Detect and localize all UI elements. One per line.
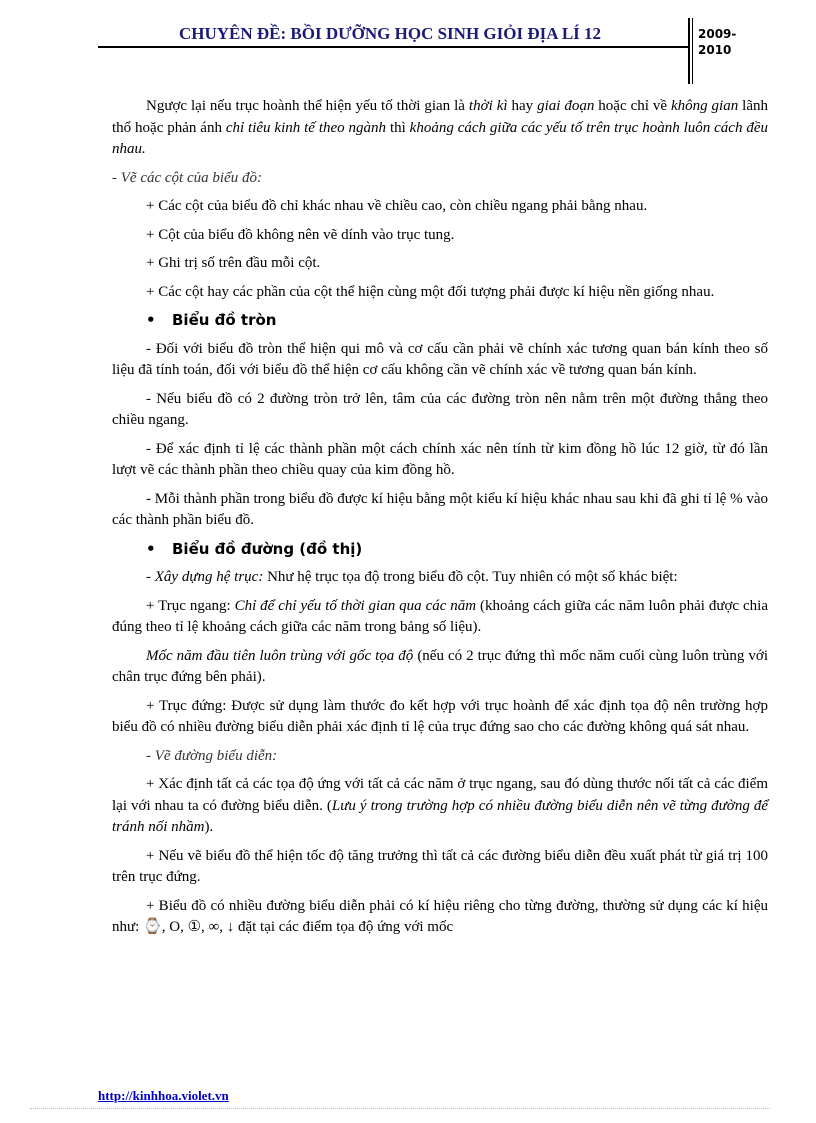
header-year-line1: 2009- <box>698 27 737 41</box>
text-italic: chỉ tiêu kinh tế theo ngành <box>225 119 387 136</box>
first-year-paragraph <box>112 646 768 689</box>
text: hoặc chỉ về <box>594 98 671 114</box>
line-chart-heading <box>112 539 768 561</box>
draw-rule-3 <box>112 896 768 939</box>
text: lãnh thổ hoặc phản ánh <box>112 98 768 136</box>
pie-rule-1: - Đối với biểu đồ tròn thể hiện qui mô và cơ cấu cần phải vẽ chính xác tương quan bán kính theo số liệu đã tính toán, đối với biểu đồ thể hiện cơ cấu không cần vẽ chính xác về tương quan bán kính. <box>112 340 768 378</box>
text: + Trục ngang: <box>146 597 235 614</box>
axes-paragraph <box>112 567 768 589</box>
text: hay <box>507 98 538 114</box>
column-rule-3: + Ghi trị số trên đầu mỗi cột. <box>146 255 321 271</box>
text: Ngược lại nếu trục hoành thể hiện yếu tố thời gian là <box>146 98 469 114</box>
pie-rule-3: - Để xác định tỉ lệ các thành phần một cách chính xác nên tính từ kim đồng hồ lúc 12 giờ, từ đó lần lượt vẽ các thành phần theo chiều quay của kim đồng hồ. <box>112 440 768 478</box>
symbols-text: ⌚, O, ①, ∞, ↓ <box>143 919 235 935</box>
column-rule-4: + Các cột hay các phần của cột thể hiện cùng một đối tượng phải được kí hiệu nền giống nhau. <box>146 283 715 300</box>
header-title: CHUYÊN ĐỀ: BỒI DƯỠNG HỌC SINH GIỎI ĐỊA LÍ 12 <box>178 24 602 43</box>
text: Như hệ trục tọa độ trong biểu đồ cột. Tuy nhiên có một số khác biệt: <box>263 569 678 585</box>
header-divider <box>688 18 690 84</box>
text: + Xác định tất cả các tọa độ ứng với tất cả các năm ở trục ngang, sau đó dùng thước nối tất cả các điểm lại với nhau ta có đường biểu diễn. ( <box>112 776 768 814</box>
column-rule-2: + Cột của biểu đồ không nên vẽ dính vào trục tung. <box>146 226 455 243</box>
pie-rule-4: - Mỗi thành phần trong biểu đồ được kí hiệu bằng một kiểu kí hiệu khác nhau sau khi đã ghi tỉ lệ % vào các thành phần biểu đồ. <box>112 490 768 528</box>
heading-text: Biểu đồ đường (đồ thị) <box>172 539 363 558</box>
column-rule-1: + Các cột của biểu đồ chỉ khác nhau về chiều cao, còn chiều ngang phải bằng nhau. <box>146 198 648 214</box>
text: đặt tại các điểm tọa độ ứng với mốc <box>234 919 454 935</box>
columns-label: - Vẽ các cột của biểu đồ: <box>112 169 262 186</box>
text: (nếu có 2 trục đứng thì mốc năm cuối cùng luôn trùng với chân trục đứng bên phải). <box>112 647 768 685</box>
footer-link[interactable]: http://kinhhoa.violet.vn <box>98 1088 229 1103</box>
text-italic: không gian <box>670 98 739 114</box>
text: ). <box>204 819 214 835</box>
text: + Biểu đồ có nhiều đường biểu diễn phải có kí hiệu riêng cho từng đường, thường sử dụng các kí hiệu như: <box>112 897 768 935</box>
bullet-icon: • <box>146 539 156 558</box>
header-rule <box>98 46 688 48</box>
document-body <box>112 96 768 946</box>
text-italic: Chỉ để chỉ yếu tố thời gian qua các năm <box>234 597 477 614</box>
text: thì <box>386 119 410 136</box>
header-year-line2: 2010 <box>698 43 732 57</box>
header-divider-inner <box>692 18 693 84</box>
heading-text: Biểu đồ tròn <box>172 311 277 329</box>
text-italic: giai đoạn <box>537 98 595 114</box>
draw-label: - Vẽ đường biểu diễn: <box>146 747 278 764</box>
paragraph-horizontal-axis <box>112 96 768 161</box>
text-italic: Mốc năm đầu tiên luôn trùng với gốc tọa độ <box>146 647 414 664</box>
horizontal-axis-paragraph <box>112 596 768 639</box>
bullet-icon: • <box>146 311 156 329</box>
text-italic: Lưu ý trong trường hợp có nhiều đường biểu diễn nên vẽ từng đường để tránh nối nhầm <box>112 797 768 835</box>
text-italic: - Xây dựng hệ trục: <box>146 569 264 585</box>
text-italic: thời kì <box>468 98 508 114</box>
text-italic: khoảng cách giữa các yếu tố trên trục hoành luôn cách đều nhau. <box>112 119 768 157</box>
pie-rule-2: - Nếu biểu đồ có 2 đường tròn trở lên, tâm của các đường tròn nên nằm trên một đường thẳng theo chiều ngang. <box>112 390 768 428</box>
footer-divider <box>30 1108 770 1109</box>
draw-rule-1 <box>112 774 768 839</box>
header-year <box>698 26 758 58</box>
pie-chart-heading <box>112 310 768 332</box>
vertical-axis-paragraph: + Trục đứng: Được sử dụng làm thước đo kết hợp với trục hoành để xác định tọa độ nên trường hợp biểu đồ có nhiều đường biểu diễn phải xác định tỉ lệ của trục đứng sao cho các đường không quá sát nhau. <box>112 697 768 735</box>
draw-rule-2: + Nếu vẽ biểu đồ thể hiện tốc độ tăng trưởng thì tất cả các đường biểu diễn đều xuất phát từ giá trị 100 trên trục đứng. <box>112 847 768 885</box>
text: (khoảng cách giữa các năm luôn phải được chia đúng theo tỉ lệ khoảng cách giữa các năm trong bảng số liệu). <box>112 597 768 635</box>
